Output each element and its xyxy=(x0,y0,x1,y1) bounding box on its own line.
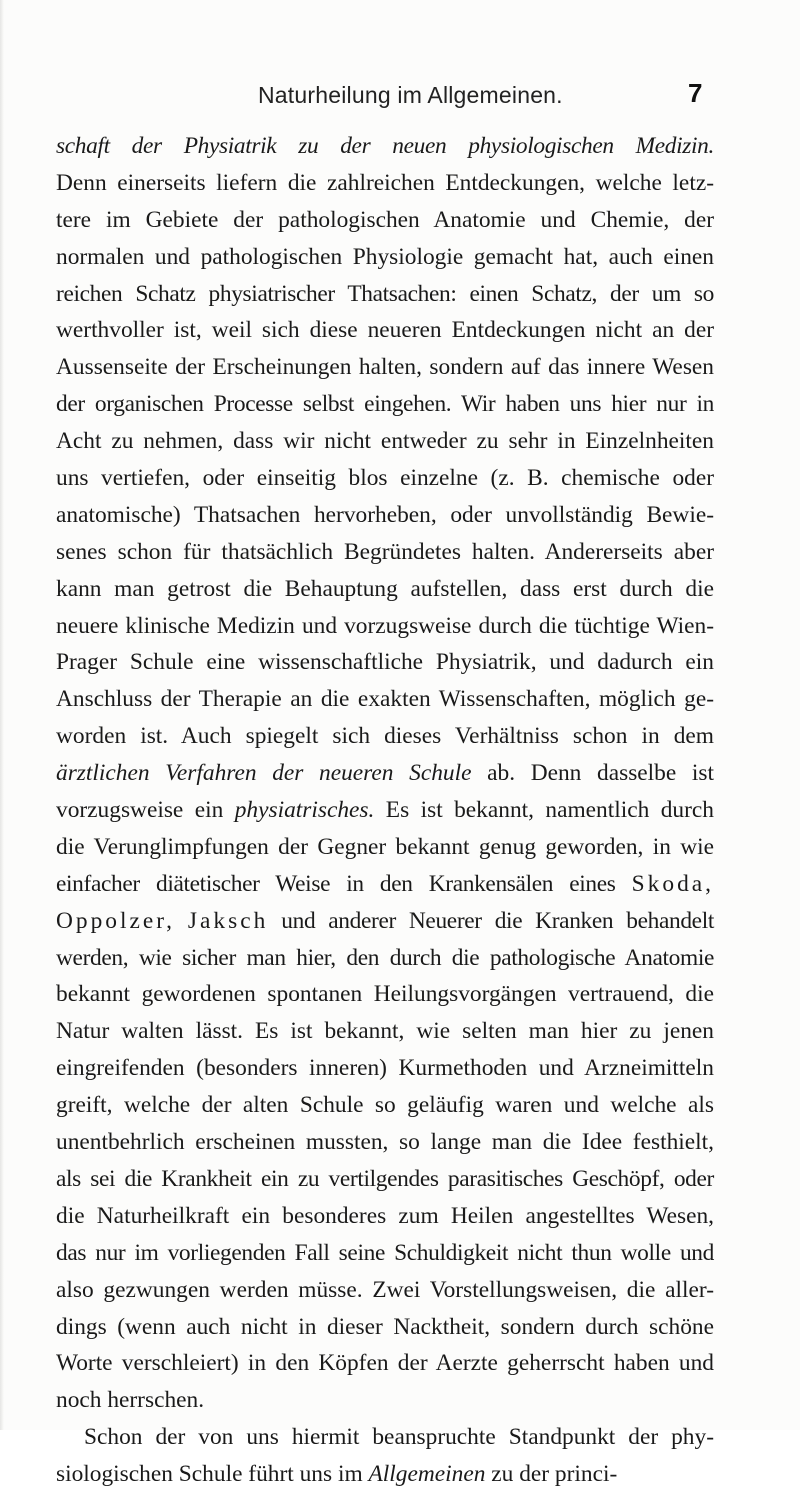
text-run: und anderer Neuerer die Kranken behandelt xyxy=(268,907,714,934)
text-line xyxy=(56,1419,714,1456)
text-line xyxy=(56,239,714,276)
text-line xyxy=(56,1124,714,1161)
text-run: also gezwungen werden müsse. Zwei Vorstellungsweisen, die aller- xyxy=(56,1276,714,1303)
text-run: ab. Denn dasselbe ist xyxy=(471,760,714,787)
text-run: Worte verschleiert) in den Köpfen der Aerzte geherrscht haben und xyxy=(56,1350,714,1377)
text-line xyxy=(56,534,714,571)
text-run: Schon der von uns hiermit beanspruchte Standpunkt der phy- xyxy=(84,1424,714,1451)
text-run: dings (wenn auch nicht in dieser Nacktheit, sondern durch schöne xyxy=(56,1313,714,1340)
text-run: noch herrschen. xyxy=(56,1387,205,1414)
text-run: tere im Gebiete der pathologischen Anatomie und Chemie, der xyxy=(56,206,714,233)
text-run: die Verunglimpfungen der Gegner bekannt genug geworden, in wie xyxy=(56,833,714,860)
text-run: normalen und pathologischen Physiologie gemacht hat, auch einen xyxy=(56,243,714,270)
text-run: die Naturheilkraft ein besonderes zum Heilen angestelltes Wesen, xyxy=(56,1202,714,1229)
italic-phrase: Allgemeinen xyxy=(368,1461,486,1488)
text-run: eingreifenden (besonders inneren) Kurmethoden und Arzneimitteln xyxy=(56,1055,714,1082)
text-run xyxy=(175,908,188,934)
text-run: Acht zu nehmen, dass wir nicht entweder zu sehr in Einzelnheiten xyxy=(56,428,714,455)
text-run: Anschluss der Therapie an die exakten Wissenschaften, möglich ge- xyxy=(56,686,714,713)
running-title: Naturheilung im Allgemeinen. xyxy=(258,82,563,108)
text-line xyxy=(56,497,714,534)
text-line xyxy=(56,903,714,940)
text-line xyxy=(56,718,714,755)
spaced-name: Oppolzer, xyxy=(56,907,175,934)
text-line xyxy=(56,1050,714,1087)
text-line xyxy=(56,276,714,313)
text-run: zu der princi- xyxy=(485,1461,618,1488)
text-line xyxy=(56,386,714,423)
text-run: Natur walten lässt. Es ist bekannt, wie selten man hier zu jenen xyxy=(56,1018,714,1045)
text-line xyxy=(56,976,714,1013)
page-number: 7 xyxy=(688,78,703,108)
text-run: siologischen Schule führt uns im xyxy=(56,1461,369,1488)
text-line xyxy=(56,571,714,608)
text-line xyxy=(56,1087,714,1124)
text-run: Denn einerseits liefern die zahlreichen Entdeckungen, welche letz- xyxy=(56,169,714,196)
spaced-name: Skoda, xyxy=(631,870,714,897)
text-run: vorzugsweise ein xyxy=(56,797,235,824)
text-run: als sei die Krankheit ein zu vertilgendes parasitisches Geschöpf, oder xyxy=(56,1165,714,1192)
text-run: das nur im vorliegenden Fall seine Schuldigkeit nicht thun wolle und xyxy=(56,1239,714,1266)
text-line xyxy=(56,312,714,349)
text-run: unentbehrlich erscheinen mussten, so lange man die Idee festhielt, xyxy=(56,1129,714,1156)
text-line xyxy=(56,460,714,497)
text-line xyxy=(56,1456,714,1493)
text-run: Aussenseite der Erscheinungen halten, sondern auf das innere Wesen xyxy=(56,354,714,381)
text-line xyxy=(56,608,714,645)
text-line xyxy=(56,681,714,718)
italic-phrase: ärztlichen Verfahren der neueren Schule xyxy=(56,760,472,787)
text-run: anatomische) Thatsachen hervorheben, oder unvollständig Bewie- xyxy=(56,501,714,528)
text-line xyxy=(56,202,714,239)
text-line xyxy=(56,1013,714,1050)
text-line xyxy=(56,1345,714,1382)
text-run: der organischen Processe selbst eingehen. Wir haben uns hier nur in xyxy=(56,391,714,418)
text-run: Prager Schule eine wissenschaftliche Physiatrik, und dadurch ein xyxy=(56,649,714,676)
italic-phrase: physiatrisches. xyxy=(234,797,375,824)
text-line xyxy=(56,349,714,386)
spaced-name: Jaksch xyxy=(187,907,269,934)
text-run: Es ist bekannt, namentlich durch xyxy=(374,797,714,824)
text-line xyxy=(56,1235,714,1272)
text-line xyxy=(56,165,714,202)
text-run: werden, wie sicher man hier, den durch die pathologische Anatomie xyxy=(56,944,714,971)
text-line xyxy=(56,755,714,792)
text-run: neuere klinische Medizin und vorzugsweise durch die tüchtige Wien- xyxy=(56,612,714,639)
text-run: reichen Schatz physiatrischer Thatsachen: einen Schatz, der um so xyxy=(56,280,714,307)
text-line xyxy=(56,128,714,165)
text-line xyxy=(56,1198,714,1235)
page-gutter-shadow xyxy=(0,0,4,1430)
text-run: bekannt gewordenen spontanen Heilungsvorgängen vertrauend, die xyxy=(56,981,714,1008)
text-run: werthvoller ist, weil sich diese neueren Entdeckungen nicht an der xyxy=(56,317,714,344)
running-header xyxy=(0,80,800,120)
text-line xyxy=(56,1161,714,1198)
text-line xyxy=(56,940,714,977)
text-run: greift, welche der alten Schule so geläufig waren und welche als xyxy=(56,1092,714,1119)
text-line xyxy=(56,423,714,460)
text-run: uns vertiefen, oder einseitig blos einzelne (z. B. chemische oder xyxy=(56,465,714,492)
italic-phrase: schaft der Physiatrik zu der neuen physiologischen Medizin. xyxy=(56,133,714,159)
text-line xyxy=(56,829,714,866)
text-run: einfacher diätetischer Weise in den Krankensälen eines xyxy=(56,870,632,897)
text-run: worden ist. Auch spiegelt sich dieses Verhältniss schon in dem xyxy=(56,723,714,750)
text-line xyxy=(56,792,714,829)
text-line xyxy=(56,866,714,903)
text-line xyxy=(56,1309,714,1346)
text-line xyxy=(56,1382,714,1419)
text-line xyxy=(56,1272,714,1309)
text-run: senes schon für thatsächlich Begründetes halten. Andererseits aber xyxy=(56,538,714,565)
body-text xyxy=(56,128,714,1493)
text-run: kann man getrost die Behauptung aufstellen, dass erst durch die xyxy=(56,575,714,602)
text-line xyxy=(56,644,714,681)
